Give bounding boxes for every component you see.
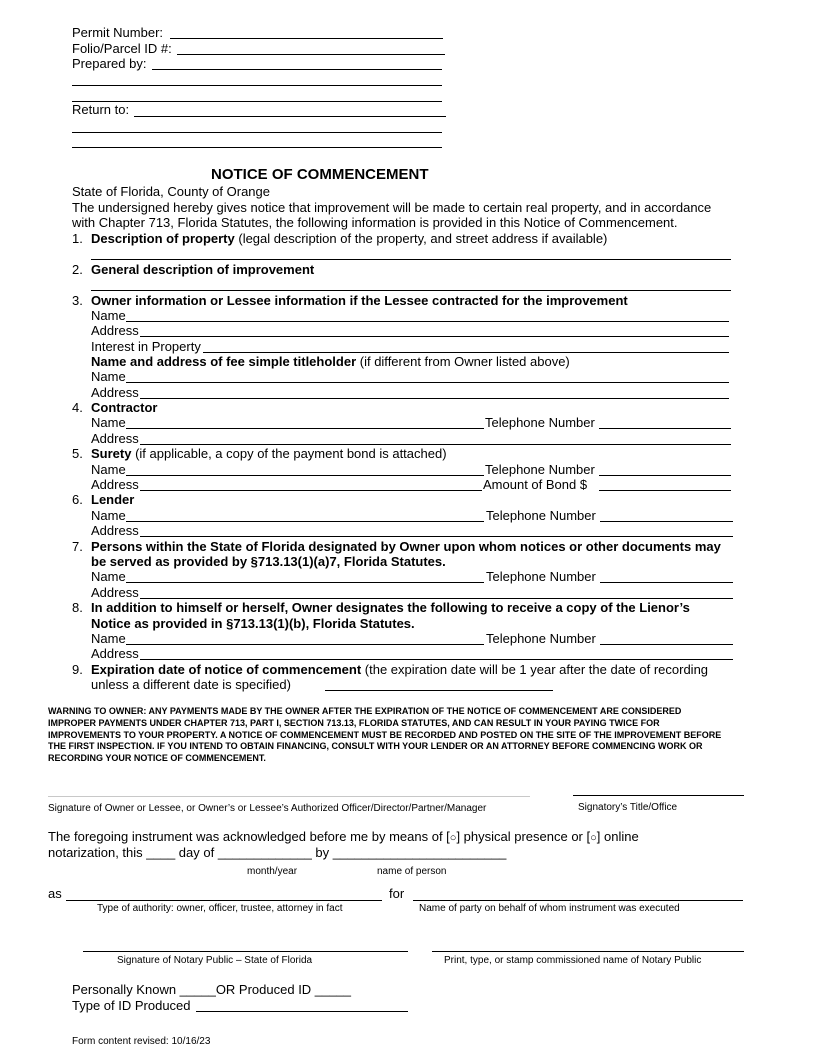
item-7-line-2: be served as provided by §713.13(1)(a)7, Florida Statutes. bbox=[91, 554, 446, 569]
lienor-address-label: Address bbox=[91, 646, 139, 661]
designee-tel-field[interactable] bbox=[600, 582, 733, 583]
item-1-rest: (legal description of the property, and street address if available) bbox=[234, 231, 608, 246]
lender-address-field[interactable] bbox=[140, 536, 733, 537]
owner-signature-field[interactable] bbox=[48, 796, 530, 797]
contractor-tel-field[interactable] bbox=[599, 428, 731, 429]
authority-caption: Type of authority: owner, officer, trustee, attorney in fact bbox=[97, 903, 343, 914]
item-8-line-2: Notice as provided in §713.13(1)(b), Florida Statutes. bbox=[91, 616, 415, 631]
designee-name-field[interactable] bbox=[126, 582, 484, 583]
item-5-number: 5. bbox=[72, 446, 83, 461]
lienor-tel-label: Telephone Number bbox=[486, 631, 596, 646]
property-description-field[interactable] bbox=[91, 259, 731, 260]
intro-line-1: The undersigned hereby gives notice that improvement will be made to certain real property, and in accordance bbox=[72, 200, 712, 215]
permit-number-field[interactable] bbox=[170, 38, 443, 39]
item-5-rest: (if applicable, a copy of the payment bond is attached) bbox=[131, 446, 447, 461]
personally-known-line: Personally Known _____OR Produced ID _____ bbox=[72, 982, 351, 997]
owner-address-label: Address bbox=[91, 323, 139, 338]
lienor-name-field[interactable] bbox=[126, 644, 484, 645]
surety-address-field[interactable] bbox=[140, 490, 482, 491]
form-revision: Form content revised: 10/16/23 bbox=[72, 1036, 211, 1047]
interest-label: Interest in Property bbox=[91, 339, 201, 354]
lender-address-label: Address bbox=[91, 523, 139, 538]
owner-name-field[interactable] bbox=[126, 321, 729, 322]
month-year-caption: month/year bbox=[247, 866, 298, 877]
prepared-by-label: Prepared by: bbox=[72, 56, 147, 71]
item-3-heading: Owner information or Lessee information if the Lessee contracted for the improvement bbox=[91, 293, 628, 308]
notary-print-caption: Print, type, or stamp commissioned name of Notary Public bbox=[444, 955, 702, 966]
ack-line-1 bbox=[48, 829, 639, 846]
fee-address-field[interactable] bbox=[140, 398, 729, 399]
item-1-bold: Description of property bbox=[91, 231, 235, 246]
folio-label: Folio/Parcel ID #: bbox=[72, 41, 172, 56]
return-to-line-3[interactable] bbox=[72, 147, 442, 148]
item-1-number: 1. bbox=[72, 231, 83, 246]
surety-name-field[interactable] bbox=[126, 475, 484, 476]
item-6-number: 6. bbox=[72, 492, 83, 507]
lender-name-label: Name bbox=[91, 508, 126, 523]
party-caption: Name of party on behalf of whom instrument was executed bbox=[419, 903, 680, 914]
item-8-number: 8. bbox=[72, 600, 83, 615]
signatory-title-caption: Signatory’s Title/Office bbox=[578, 802, 678, 813]
item-4-number: 4. bbox=[72, 400, 83, 415]
permit-number-label: Permit Number: bbox=[72, 25, 164, 40]
notary-signature-field[interactable] bbox=[83, 951, 408, 952]
for-label: for bbox=[389, 886, 405, 901]
return-to-field[interactable] bbox=[134, 116, 446, 117]
item-8-line-1: In addition to himself or herself, Owner designates the following to receive a copy of the Lienor’s bbox=[91, 600, 690, 615]
page-title: NOTICE OF COMMENCEMENT bbox=[211, 166, 429, 183]
item-6-heading: Lender bbox=[91, 492, 135, 507]
fee-simple-heading bbox=[91, 354, 570, 369]
item-9-number: 9. bbox=[72, 662, 83, 677]
item-9-line-2: unless a different date is specified) bbox=[91, 677, 291, 692]
fee-name-field[interactable] bbox=[126, 382, 729, 383]
lender-name-field[interactable] bbox=[126, 521, 484, 522]
ack-line-2: notarization, this ____ day of _____________ by ________________________ bbox=[48, 845, 507, 860]
lienor-address-field[interactable] bbox=[140, 659, 733, 660]
owner-name-label: Name bbox=[91, 308, 126, 323]
warning-text: WARNING TO OWNER: ANY PAYMENTS MADE BY THE OWNER AFTER THE EXPIRATION OF THE NOTICE OF COMMENCEMENT ARE CONSIDERED IMPROPER PAYMENTS UNDER CHAPTER 713, PART I, SECTION 713.13, FLORIDA STATUTES, AND CAN RESULT IN YOUR PAYING TWICE FOR IMPROVEMENTS TO YOUR PROPERTY. A NOTICE OF COMMENCEMENT MUST BE RECORDED AND POSTED ON THE SITE OF THE IMPROVEMENT BEFORE THE FIRST INSPECTION. IF YOU INTEND TO OBTAIN FINANCING, CONSULT WITH YOUR LENDER OR AN ATTORNEY BEFORE COMMENCING WORK OR RECORDING YOUR NOTICE OF COMMENCEMENT. bbox=[48, 706, 722, 764]
item-2-heading: General description of improvement bbox=[91, 262, 315, 277]
item-7-number: 7. bbox=[72, 539, 83, 554]
item-2-number: 2. bbox=[72, 262, 83, 277]
folio-field[interactable] bbox=[177, 54, 445, 55]
contractor-tel-label: Telephone Number bbox=[485, 415, 595, 430]
owner-signature-caption: Signature of Owner or Lessee, or Owner’s or Lessee’s Authorized Officer/Director/Partner/Manager bbox=[48, 803, 487, 814]
fee-simple-rest: (if different from Owner listed above) bbox=[356, 354, 570, 369]
ack-text-a: The foregoing instrument was acknowledged before me by means of [ bbox=[48, 829, 450, 844]
item-1-heading bbox=[91, 231, 607, 246]
authority-field[interactable] bbox=[66, 900, 382, 901]
fee-address-label: Address bbox=[91, 385, 139, 400]
item-5-heading bbox=[91, 446, 447, 461]
surety-address-label: Address bbox=[91, 477, 139, 492]
contractor-address-label: Address bbox=[91, 431, 139, 446]
bond-amount-field[interactable] bbox=[599, 490, 731, 491]
item-9-heading bbox=[91, 662, 708, 677]
signatory-title-field[interactable] bbox=[573, 795, 744, 796]
notary-print-field[interactable] bbox=[432, 951, 744, 952]
ack-text-c: ] online bbox=[596, 829, 639, 844]
type-id-field[interactable] bbox=[196, 1011, 408, 1012]
ack-text-b: ] physical presence or [ bbox=[456, 829, 591, 844]
interest-field[interactable] bbox=[203, 352, 729, 353]
prepared-by-line-2[interactable] bbox=[72, 85, 442, 86]
notary-signature-caption: Signature of Notary Public – State of Florida bbox=[117, 955, 313, 966]
item-3-number: 3. bbox=[72, 293, 83, 308]
surety-name-label: Name bbox=[91, 462, 126, 477]
item-4-heading: Contractor bbox=[91, 400, 158, 415]
return-to-line-2[interactable] bbox=[72, 132, 442, 133]
contractor-address-field[interactable] bbox=[140, 444, 731, 445]
party-field[interactable] bbox=[413, 900, 743, 901]
intro-line-2: with Chapter 713, Florida Statutes, the following information is provided in this Notice of Commencement. bbox=[72, 215, 678, 230]
designee-name-label: Name bbox=[91, 569, 126, 584]
item-7-line-1: Persons within the State of Florida designated by Owner upon whom notices or other documents may bbox=[91, 539, 721, 554]
lender-tel-field[interactable] bbox=[600, 521, 733, 522]
designee-address-field[interactable] bbox=[140, 598, 733, 599]
type-id-label: Type of ID Produced bbox=[72, 998, 191, 1013]
return-to-label: Return to: bbox=[72, 102, 130, 117]
contractor-name-field[interactable] bbox=[126, 428, 484, 429]
owner-address-field[interactable] bbox=[140, 336, 729, 337]
surety-tel-field[interactable] bbox=[599, 475, 731, 476]
physical-presence-checkbox[interactable]: ○ bbox=[449, 832, 457, 844]
item-9-bold: Expiration date of notice of commencement bbox=[91, 662, 362, 677]
designee-address-label: Address bbox=[91, 585, 139, 600]
contractor-name-label: Name bbox=[91, 415, 126, 430]
bond-amount-label: Amount of Bond $ bbox=[483, 477, 588, 492]
surety-tel-label: Telephone Number bbox=[485, 462, 595, 477]
intro-county: State of Florida, County of Orange bbox=[72, 184, 270, 199]
fee-simple-bold: Name and address of fee simple titleholder bbox=[91, 354, 357, 369]
lender-tel-label: Telephone Number bbox=[486, 508, 596, 523]
name-of-person-caption: name of person bbox=[377, 866, 447, 877]
prepared-by-field[interactable] bbox=[152, 69, 442, 70]
as-label: as bbox=[48, 886, 62, 901]
lienor-name-label: Name bbox=[91, 631, 126, 646]
improvement-description-field[interactable] bbox=[91, 290, 731, 291]
designee-tel-label: Telephone Number bbox=[486, 569, 596, 584]
lienor-tel-field[interactable] bbox=[600, 644, 733, 645]
online-notarization-checkbox[interactable]: ○ bbox=[590, 832, 597, 844]
expiration-date-field[interactable] bbox=[325, 690, 553, 691]
item-5-bold: Surety bbox=[91, 446, 132, 461]
item-9-rest: (the expiration date will be 1 year after the date of recording bbox=[361, 662, 709, 677]
fee-name-label: Name bbox=[91, 369, 126, 384]
